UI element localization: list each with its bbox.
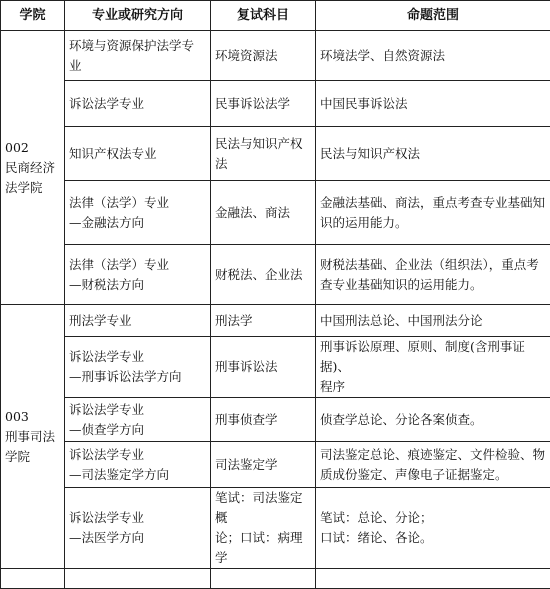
header-subject: 复试科目: [211, 1, 316, 31]
header-college: 学院: [1, 1, 65, 31]
table-row: [1, 488, 550, 569]
major-cell: 法律（法学）专业 —财税法方向: [65, 245, 211, 305]
scope-cell: 司法鉴定总论、痕迹鉴定、文件检验、物 质成份鉴定、声像电子证据鉴定。: [316, 442, 550, 488]
scope-cell: 笔试：总论、分论； 口试：绪论、各论。: [316, 488, 550, 569]
scope-cell: 中国刑法总论、中国刑法分论: [316, 305, 550, 337]
college-cell: [1, 569, 65, 589]
major-cell: 诉讼法学专业 —刑事诉讼法学方向: [65, 337, 211, 398]
major-cell: 刑法学专业: [65, 305, 211, 337]
subject-cell: 司法鉴定学: [211, 442, 316, 488]
subject-cell: 民事诉讼法学: [211, 81, 316, 127]
subject-cell: 财税法、企业法: [211, 245, 316, 305]
subject-cell: 刑事诉讼法: [211, 337, 316, 398]
table-row: [1, 305, 550, 337]
major-cell: 诉讼法学专业 —司法鉴定学方向: [65, 442, 211, 488]
major-cell: 知识产权法专业: [65, 127, 211, 181]
table-row: [1, 127, 550, 181]
scope-cell: 中国民事诉讼法: [316, 81, 550, 127]
header-scope: 命题范围: [316, 1, 550, 31]
subject-cell: 民法与知识产权 法: [211, 127, 316, 181]
subject-cell: 笔试：司法鉴定概 论；口试：病理学: [211, 488, 316, 569]
major-cell: 诉讼法学专业 —侦查学方向: [65, 398, 211, 442]
scope-cell: 侦查学总论、分论各案侦查。: [316, 398, 550, 442]
table-row: [1, 442, 550, 488]
scope-cell: 金融法基础、商法，重点考查专业基础知 识的运用能力。: [316, 181, 550, 245]
scope-cell: 财税法基础、企业法（组织法），重点考 查专业基础知识的运用能力。: [316, 245, 550, 305]
header-major: 专业或研究方向: [65, 1, 211, 31]
scope-cell: 刑事诉讼原理、原则、制度(含刑事证据)、 程序: [316, 337, 550, 398]
college-cell: 002 民商经济 法学院: [1, 31, 65, 305]
scope-cell: 环境法学、自然资源法: [316, 31, 550, 81]
table-row: [1, 337, 550, 398]
major-cell: 诉讼法学专业 —法医学方向: [65, 488, 211, 569]
major-cell: [65, 569, 211, 589]
scope-cell: 民法与知识产权法: [316, 127, 550, 181]
major-cell: 环境与资源保护法学专 业: [65, 31, 211, 81]
table-row-partial: [1, 569, 550, 589]
major-cell: 法律（法学）专业 —金融法方向: [65, 181, 211, 245]
scope-cell: [316, 569, 550, 589]
subject-cell: 环境资源法: [211, 31, 316, 81]
subject-cell: 刑事侦查学: [211, 398, 316, 442]
subject-cell: 金融法、商法: [211, 181, 316, 245]
header-row: [1, 1, 550, 31]
subject-cell: [211, 569, 316, 589]
table-row: [1, 81, 550, 127]
table-row: [1, 245, 550, 305]
table-row: [1, 31, 550, 81]
subject-cell: 刑法学: [211, 305, 316, 337]
table-row: [1, 398, 550, 442]
table-row: [1, 181, 550, 245]
major-cell: 诉讼法学专业: [65, 81, 211, 127]
college-cell: 003 刑事司法 学院: [1, 305, 65, 569]
